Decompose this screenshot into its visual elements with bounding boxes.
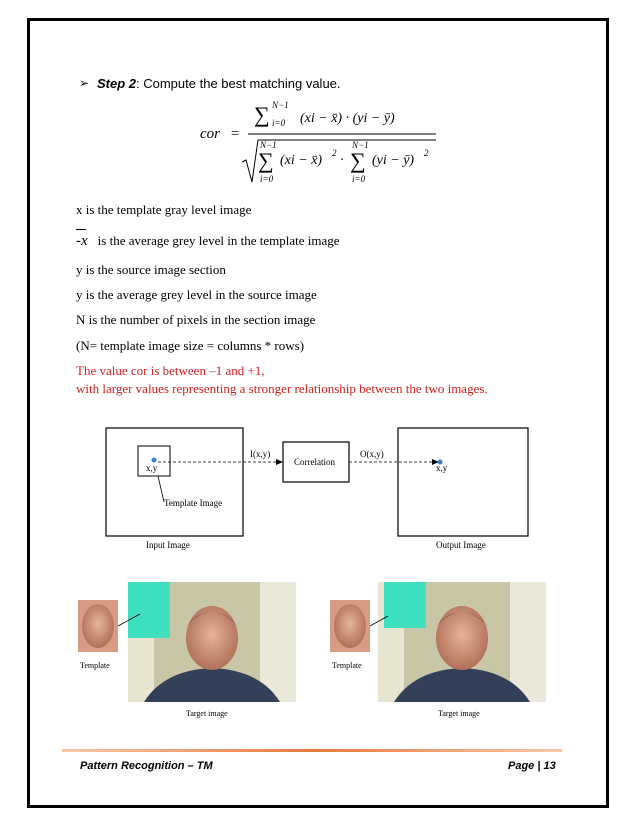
xbar-symbol: -x [76,233,98,249]
den-dot: · [340,153,344,168]
oxy-label: O(x,y) [360,449,384,459]
match-box-right [384,582,426,628]
input-image-box [106,428,243,536]
template-matching-photos [74,582,564,722]
target-label-right: Target image [438,709,480,718]
step-label: Step 2 [97,76,137,91]
formula-lhs: cor [200,126,220,142]
den-right-term: (yi − ȳ) [372,153,415,168]
sum-symbol-den2: ∑ [350,148,366,173]
output-image-box [398,428,528,536]
right-example [330,582,546,718]
line-source: y is the source image section [76,262,226,277]
input-caption: Input Image [146,540,190,550]
den-sum2-lower: i=0 [352,174,366,184]
line-pixels: N is the number of pixels in the section image [76,312,316,327]
match-box-left [128,582,170,638]
xy-left: x,y [146,463,158,473]
num-sum-upper: N−1 [272,100,289,110]
template-caption: Template Image [164,498,223,508]
correlation-formula [200,100,440,190]
template-label-left: Template [80,661,110,670]
footer-title: Pattern Recognition – TM [80,760,213,772]
left-example [78,582,296,718]
left-point-icon [152,458,157,463]
page-number: Page | 13 [508,760,556,772]
den-sum1-lower: i=0 [260,174,274,184]
sum-symbol-num: ∑ [254,102,270,127]
template-label-right: Template [332,661,362,670]
correlation-label: Correlation [294,457,335,467]
note-line-2: with larger values representing a stronger relationship between the two images. [76,381,488,396]
formula-numerator: (xi − x̄) · (yi − ȳ) [300,111,395,126]
sum-symbol-den1: ∑ [258,148,274,173]
line-template: x is the template gray level image [76,202,252,217]
ixy-label: I(x,y) [250,449,271,459]
den-left-term: (xi − x̄) [280,153,323,168]
formula-equals: = [230,126,241,142]
correlation-diagram [98,420,538,555]
arrow-bullet-icon: ➢ [79,76,90,90]
step-heading [79,76,341,91]
output-caption: Output Image [436,540,486,550]
footer-divider [62,749,562,752]
line-avg-template: -x is the average grey level in the template image [76,233,340,250]
num-sum-lower: i=0 [272,118,286,128]
den-sum1-upper: N−1 [260,140,277,150]
den-sum2-upper: N−1 [352,140,369,150]
den-left-square: 2 [332,148,337,158]
step-text: : Compute the best matching value. [136,76,341,91]
den-right-square: 2 [424,148,429,158]
xy-right: x,y [436,463,448,473]
note-line-1: The value cor is between –1 and +1, [76,363,265,378]
target-label-left: Target image [186,709,228,718]
line-size: (N= template image size = columns * rows) [76,338,305,353]
line-avg-source: y is the average grey level in the source image [76,287,317,302]
